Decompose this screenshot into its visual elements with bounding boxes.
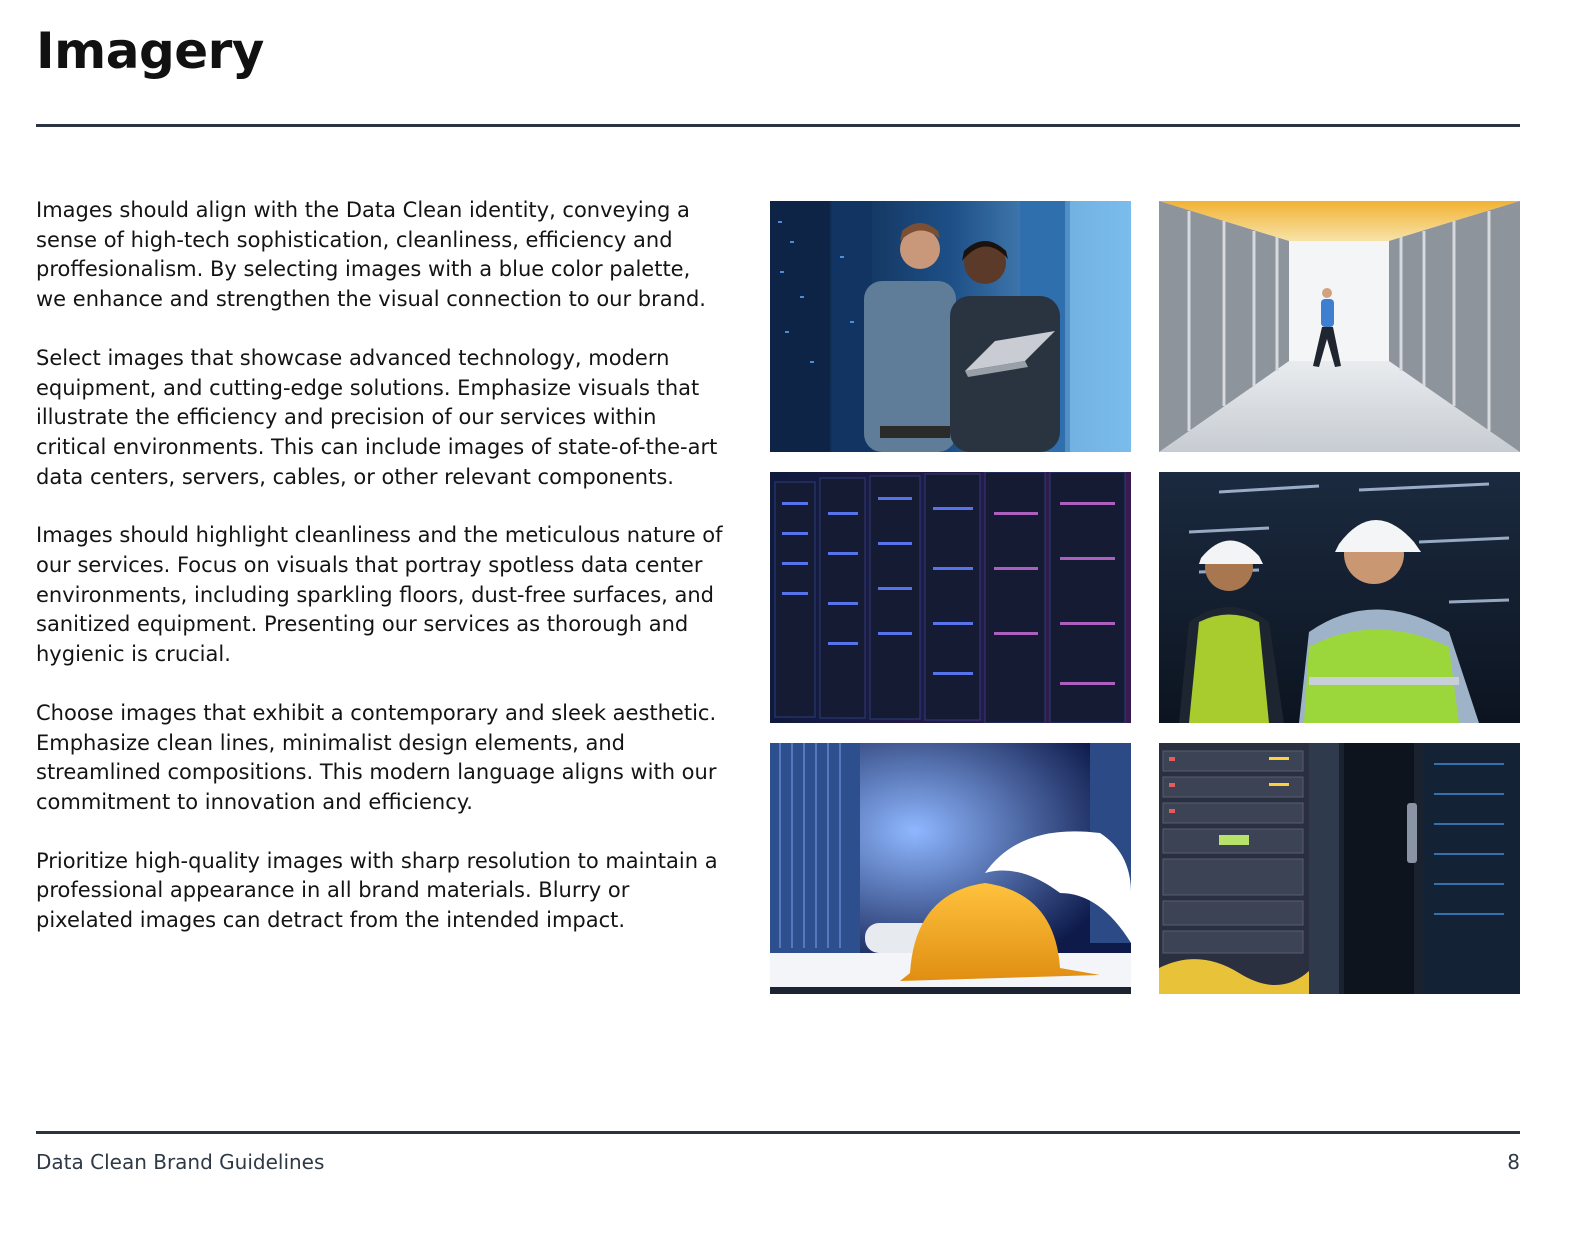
paragraph-aesthetic: Choose images that exhibit a contemporary and sleek aesthetic. Emphasize clean lines, minimalist design elements, and streamlined compositions. This modern language aligns with our commitment to innovation and efficiency. xyxy=(36,700,717,814)
photo-workers-hardhats xyxy=(1159,472,1520,723)
footer-document-name: Data Clean Brand Guidelines xyxy=(36,1150,325,1174)
photo-engineers-laptop xyxy=(770,201,1131,452)
photo-hardhats-blueprints xyxy=(770,743,1131,994)
paragraph-identity: Images should align with the Data Clean identity, conveying a sense of high-tech sophistication, cleanliness, efficiency and proffesionalism. By selecting images with a blue color palette, we enhance and strengthen the visual connection to our brand. xyxy=(36,198,706,312)
photo-rack-closeup xyxy=(1159,743,1520,994)
image-gallery xyxy=(770,201,1520,994)
photo-server-racks xyxy=(770,472,1131,723)
paragraph-technology: Select images that showcase advanced technology, modern equipment, and cutting-edge solutions. Emphasize visuals that illustrate the efficiency and precision of our services within critical environments. This can include images of state-of-the-art data centers, servers, cables, or other relevant components. xyxy=(36,345,718,489)
paragraph-cleanliness: Images should highlight cleanliness and the meticulous nature of our services. Focus on visuals that portray spotless data center environments, including sparkling floors, dust-free surfaces, and sanitized equipment. Presenting our services as thorough and hygienic is crucial. xyxy=(36,523,723,667)
photo-datacenter-corridor xyxy=(1159,201,1520,452)
page-number: 8 xyxy=(1507,1150,1520,1174)
page-title: Imagery xyxy=(36,22,264,80)
footer-divider xyxy=(36,1131,1520,1134)
body-text xyxy=(36,196,726,965)
paragraph-quality: Prioritize high-quality images with sharp resolution to maintain a professional appearance in all brand materials. Blurry or pixelated images can detract from the intended impact. xyxy=(36,848,718,933)
header-divider xyxy=(36,124,1520,127)
